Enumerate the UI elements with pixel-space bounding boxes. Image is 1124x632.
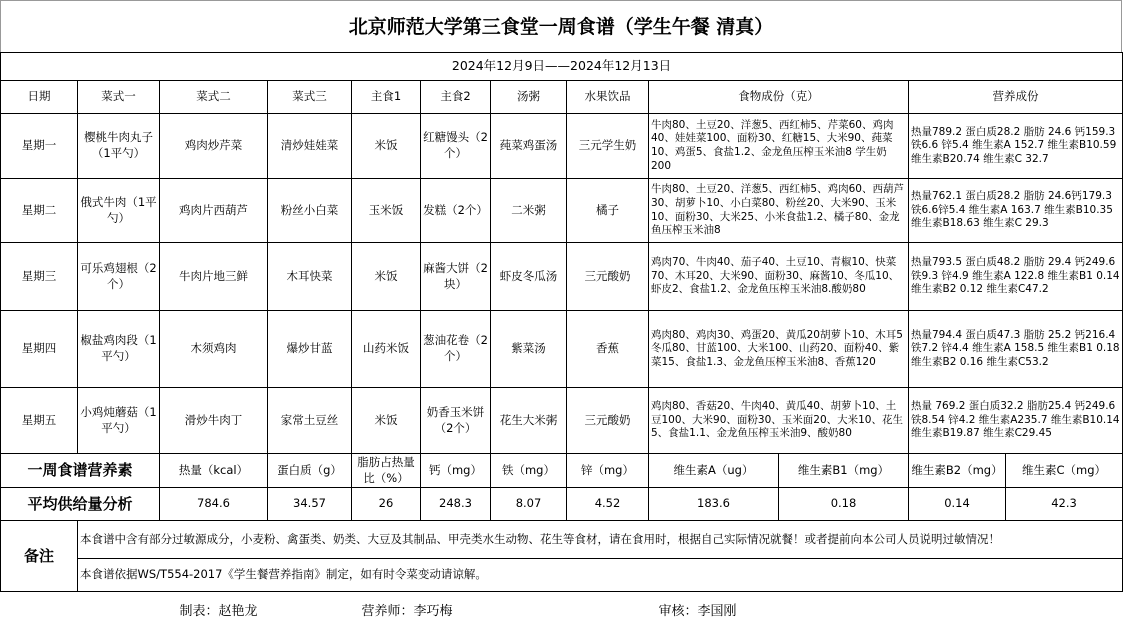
staple2-cell: 发糕（2个） <box>421 179 491 243</box>
average-label: 平均供给量分析 <box>1 488 160 521</box>
ingredients-cell: 鸡肉80、香菇20、牛肉40、黄瓜40、胡萝卜10、土豆100、大米90、面粉30、玉米面20、大米10、花生5、食盐1.1、金龙鱼压榨玉米油9、酸奶80 <box>649 388 909 454</box>
dish2-cell: 鸡肉片西葫芦 <box>160 179 268 243</box>
notes-label: 备注 <box>1 521 78 592</box>
notes-line-2: 本食谱依据WS/T554-2017《学生餐营养指南》制定，如有时令菜变动请谅解。 <box>78 559 1123 592</box>
dish2-cell: 木须鸡肉 <box>160 311 268 388</box>
nutrient-header: 脂肪占热量比（%） <box>352 454 421 488</box>
reviewer-signature: 审核：李国刚 <box>658 603 737 619</box>
nutrient-header: 维生素A（ug） <box>649 454 779 488</box>
nutrient-header: 锌（mg） <box>567 454 649 488</box>
table-row <box>1 388 1123 454</box>
day-cell: 星期四 <box>1 311 78 388</box>
nutrient-header: 铁（mg） <box>491 454 567 488</box>
average-value: 248.3 <box>421 488 491 521</box>
average-row <box>1 488 1123 521</box>
soup-cell: 莼菜鸡蛋汤 <box>491 114 567 179</box>
ingredients-cell: 鸡肉70、牛肉40、茄子40、土豆10、青椒10、快菜70、木耳20、大米90、面粉30、麻酱10、冬瓜10、虾皮2、食盐1.2、金龙鱼压榨玉米油8.酸奶80 <box>649 243 909 311</box>
header-cell: 食物成份（克） <box>649 81 909 114</box>
ingredients-cell: 牛肉80、土豆20、洋葱5、西红柿5、芹菜60、鸡肉40、娃娃菜100、面粉30、红糖15、大米90、莼菜10、鸡蛋5、食盐1.2、金龙鱼压榨玉米油8 学生奶200 <box>649 114 909 179</box>
average-value: 8.07 <box>491 488 567 521</box>
average-value: 34.57 <box>268 488 352 521</box>
dish1-cell: 可乐鸡翅根（2个） <box>78 243 160 311</box>
average-value: 0.14 <box>909 488 1006 521</box>
nutritionist-signature: 营养师：李巧梅 <box>361 603 453 619</box>
table-row <box>1 179 1123 243</box>
average-value: 784.6 <box>160 488 268 521</box>
day-cell: 星期三 <box>1 243 78 311</box>
day-cell: 星期一 <box>1 114 78 179</box>
header-cell: 水果饮品 <box>567 81 649 114</box>
weekly-nutrients-row <box>1 454 1123 488</box>
average-value: 0.18 <box>779 488 909 521</box>
nutrient-header: 维生素B1（mg） <box>779 454 909 488</box>
nutrient-header: 钙（mg） <box>421 454 491 488</box>
header-cell: 菜式一 <box>78 81 160 114</box>
dish3-cell: 清炒娃娃菜 <box>268 114 352 179</box>
date-range: 2024年12月9日——2024年12月13日 <box>1 53 1123 81</box>
average-value: 26 <box>352 488 421 521</box>
staple1-cell: 玉米饭 <box>352 179 421 243</box>
day-cell: 星期五 <box>1 388 78 454</box>
dish3-cell: 家常土豆丝 <box>268 388 352 454</box>
menu-table <box>0 52 1123 632</box>
nutrition-cell: 热量789.2 蛋白质28.2 脂肪 24.6 钙159.3 铁6.6 锌5.4 维生素A 152.7 维生素B10.59 维生素B20.74 维生素C 32.7 <box>909 114 1123 179</box>
nutrient-header: 维生素C（mg） <box>1006 454 1123 488</box>
nutrient-header: 热量（kcal） <box>160 454 268 488</box>
fruit-cell: 橘子 <box>567 179 649 243</box>
table-row <box>1 311 1123 388</box>
staple1-cell: 米饭 <box>352 114 421 179</box>
header-cell: 营养成份 <box>909 81 1123 114</box>
soup-cell: 花生大米粥 <box>491 388 567 454</box>
dish2-cell: 牛肉片地三鲜 <box>160 243 268 311</box>
nutrition-cell: 热量762.1 蛋白质28.2 脂肪 24.6钙179.3 铁6.6锌5.4 维生素A 163.7 维生素B10.35 维生素B18.63 维生素C 29.3 <box>909 179 1123 243</box>
weekly-nutrients-label: 一周食谱营养素 <box>1 454 160 488</box>
staple2-cell: 红糖馒头（2个） <box>421 114 491 179</box>
fruit-cell: 三元酸奶 <box>567 243 649 311</box>
header-cell: 主食2 <box>421 81 491 114</box>
staple2-cell: 葱油花卷（2个） <box>421 311 491 388</box>
notes-row <box>1 559 1123 592</box>
staple1-cell: 米饭 <box>352 388 421 454</box>
staple1-cell: 米饭 <box>352 243 421 311</box>
notes-line-1: 本食谱中含有部分过敏源成分，小麦粉、禽蛋类、奶类、大豆及其制品、甲壳类水生动物、花生等食材，请在食用时，根据自己实际情况就餐！或者提前向本公司人员说明过敏情况！ <box>78 521 1123 559</box>
dish2-cell: 滑炒牛肉丁 <box>160 388 268 454</box>
signature-row <box>1 592 1123 632</box>
average-value: 4.52 <box>567 488 649 521</box>
soup-cell: 二米粥 <box>491 179 567 243</box>
table-row <box>1 243 1123 311</box>
ingredients-cell: 鸡肉80、鸡肉30、鸡蛋20、黄瓜20胡萝卜10、木耳5冬瓜80、甘蓝100、大米100、山药20、面粉40、紫菜15、食盐1.3、金龙鱼压榨玉米油8、香蕉120 <box>649 311 909 388</box>
nutrition-cell: 热量 769.2 蛋白质32.2 脂肪25.4 钙249.6 铁8.54 锌4.2 维生素A235.7 维生素B10.14 维生素B19.87 维生素C29.45 <box>909 388 1123 454</box>
header-cell: 菜式二 <box>160 81 268 114</box>
nutrition-cell: 热量794.4 蛋白质47.3 脂肪 25.2 钙216.4 铁7.2 锌4.4 维生素A 158.5 维生素B1 0.18 维生素B2 0.16 维生素C53.2 <box>909 311 1123 388</box>
day-cell: 星期二 <box>1 179 78 243</box>
dish1-cell: 椒盐鸡肉段（1平勺） <box>78 311 160 388</box>
header-row <box>1 81 1123 114</box>
average-value: 42.3 <box>1006 488 1123 521</box>
table-row <box>1 114 1123 179</box>
maker-signature: 制表：赵艳龙 <box>179 603 258 619</box>
staple1-cell: 山药米饭 <box>352 311 421 388</box>
fruit-cell: 香蕉 <box>567 311 649 388</box>
soup-cell: 紫菜汤 <box>491 311 567 388</box>
header-cell: 日期 <box>1 81 78 114</box>
header-cell: 主食1 <box>352 81 421 114</box>
staple2-cell: 麻酱大饼（2块） <box>421 243 491 311</box>
nutrient-header: 维生素B2（mg） <box>909 454 1006 488</box>
header-cell: 汤粥 <box>491 81 567 114</box>
fruit-cell: 三元学生奶 <box>567 114 649 179</box>
staple2-cell: 奶香玉米饼（2个） <box>421 388 491 454</box>
soup-cell: 虾皮冬瓜汤 <box>491 243 567 311</box>
date-range-row <box>1 53 1123 81</box>
average-value: 183.6 <box>649 488 779 521</box>
nutrition-cell: 热量793.5 蛋白质48.2 脂肪 29.4 钙249.6 铁9.3 锌4.9 维生素A 122.8 维生素B1 0.14 维生素B2 0.12 维生素C47.2 <box>909 243 1123 311</box>
notes-row <box>1 521 1123 559</box>
page-title: 北京师范大学第三食堂一周食谱（学生午餐 清真） <box>0 0 1122 52</box>
dish3-cell: 爆炒甘蓝 <box>268 311 352 388</box>
dish1-cell: 小鸡炖蘑菇（1平勺） <box>78 388 160 454</box>
ingredients-cell: 牛肉80、土豆20、洋葱5、西红柿5、鸡肉60、西葫芦30、胡萝卜10、小白菜80、粉丝20、大米90、玉米10、面粉30、大米25、小米食盐1.2、橘子80、金龙鱼压榨玉米油8 <box>649 179 909 243</box>
header-cell: 菜式三 <box>268 81 352 114</box>
nutrient-header: 蛋白质（g） <box>268 454 352 488</box>
dish1-cell: 俄式牛肉（1平勺） <box>78 179 160 243</box>
dish2-cell: 鸡肉炒芹菜 <box>160 114 268 179</box>
dish3-cell: 粉丝小白菜 <box>268 179 352 243</box>
dish1-cell: 樱桃牛肉丸子（1平勺） <box>78 114 160 179</box>
fruit-cell: 三元酸奶 <box>567 388 649 454</box>
dish3-cell: 木耳快菜 <box>268 243 352 311</box>
